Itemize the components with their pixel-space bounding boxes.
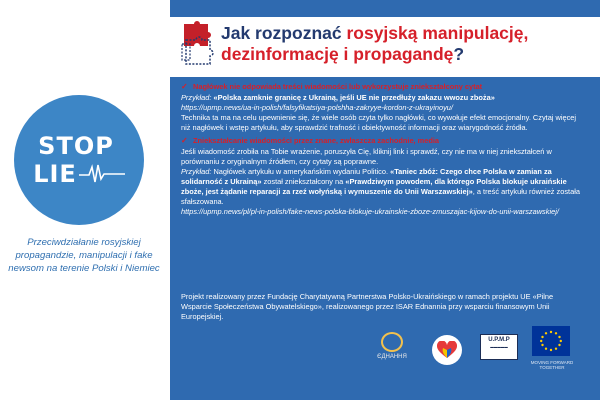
heart-icon — [437, 341, 457, 359]
section2-body1: Jeśli wiadomość zrobiła na Tobie wrażenie, poruszyła Cię, kliknij link i sprawdź, czy nie ma w niej zniekształceń w porównaniu z oryginalnym źródłem, czy cytaty są poprawne. — [181, 147, 552, 166]
logo-stop-text: STOP — [38, 132, 114, 160]
ednannia-logo — [368, 332, 416, 372]
section1-example-label: Przykład: — [181, 93, 212, 102]
heartbeat-icon — [79, 163, 125, 185]
upmp-subtext-icon: ▬▬▬▬▬ — [490, 345, 508, 349]
check-icon: ✓ — [181, 82, 188, 91]
title-end: ? — [453, 44, 465, 64]
section1-example-quote: «Polska zamknie granicę z Ukrainą, jeśli UE nie przedłuży zakazu wwozu zboża» — [213, 93, 495, 102]
section2-heading — [181, 136, 583, 146]
section1-heading — [181, 82, 583, 92]
partnership-heart-logo — [432, 335, 462, 365]
eu-flag-icon — [532, 326, 570, 356]
section2-url[interactable]: https://upmp.news/pl/pl-in-polish/fake-news-polska-blokuje-ukrainskie-zboze-zmuszajac-kijow-do-unii-warszawskiej/ — [181, 207, 559, 216]
title-highlight1: rosyjską manipulację, — [346, 23, 529, 43]
footer-text: Projekt realizowany przez Fundację Charytatywną Partnerstwa Polsko-Ukraińskiego w ramach projektu UE «Pilne Wsparcie Społeczeństwa Obywatelskiego», realizowanego przez ISAR Ednannia przy wsparciu finansowym Unii Europejskiej. — [181, 292, 554, 321]
section1-example — [181, 93, 583, 103]
section2-example-pre: Nagłówek artykułu w amerykańskim wydaniu Politico. — [211, 167, 391, 176]
section2-heading-text: Zniekształcanie wiadomości przez znane, zwłaszcza zachodnie, media — [193, 136, 440, 145]
left-panel — [0, 0, 170, 400]
ednannia-label: ЄДНАННЯ — [377, 354, 407, 360]
section2-quote1: «Taniec zbóż: Czego chce Polska w zamian za solidarność z Ukrainą» — [181, 167, 552, 186]
stop-lie-logo — [14, 95, 144, 225]
section2-example-label: Przykład: — [181, 167, 212, 176]
title-part1: Jak rozpoznać — [221, 23, 347, 43]
left-caption: Przeciwdziałanie rosyjskiej propagandzie, manipulacji i fake newsom na terenie Polski i Niemiec — [8, 237, 160, 274]
section1-body: Technika ta ma na celu upewnienie się, że wiele osób czyta tylko nagłówki, co wywołuje efekt emocjonalny. Czytaj więcej niż nagłówek i wstęp artykułu, aby sprawdzić trafność i obiektywność informacji oraz wiarygodność źródła. — [181, 113, 577, 132]
upmp-logo — [480, 334, 518, 360]
partner-logos — [170, 320, 600, 380]
eu-caption: MOVING FORWARD TOGETHER — [530, 360, 574, 370]
check-icon: ✓ — [181, 136, 188, 145]
section1-heading-text: Nagłówek nie odpowiada treści wiadomości lub wykorzystuje zniekształcony cytat — [193, 82, 483, 91]
content — [181, 82, 583, 217]
page-title — [221, 23, 561, 65]
logo-lie-text: LIE — [33, 160, 77, 188]
section2-example — [181, 167, 583, 207]
upmp-label: U.P.M.P — [488, 337, 510, 343]
title-highlight2: dezinformację i propagandę — [221, 44, 454, 64]
section2-mid: został zniekształcony na — [261, 177, 346, 186]
section2-quote2: «Prawdziwym powodem, dla którego Polska blokuje ukraińskie zboże, jest żądanie reparacji za rzeź wołyńską i wymuszenie do Unii Warszawskiej» — [181, 177, 567, 196]
ednannia-mark-icon — [381, 332, 403, 352]
section1-url[interactable]: https://upmp.news/ua-in-polish/falsyfikatsiya-polshha-zakryye-kordon-z-ukrayinoyu/ — [181, 103, 453, 112]
section2-post: , a treść artykułu również została sfałszowana. — [181, 187, 580, 206]
puzzle-icon — [178, 18, 218, 68]
